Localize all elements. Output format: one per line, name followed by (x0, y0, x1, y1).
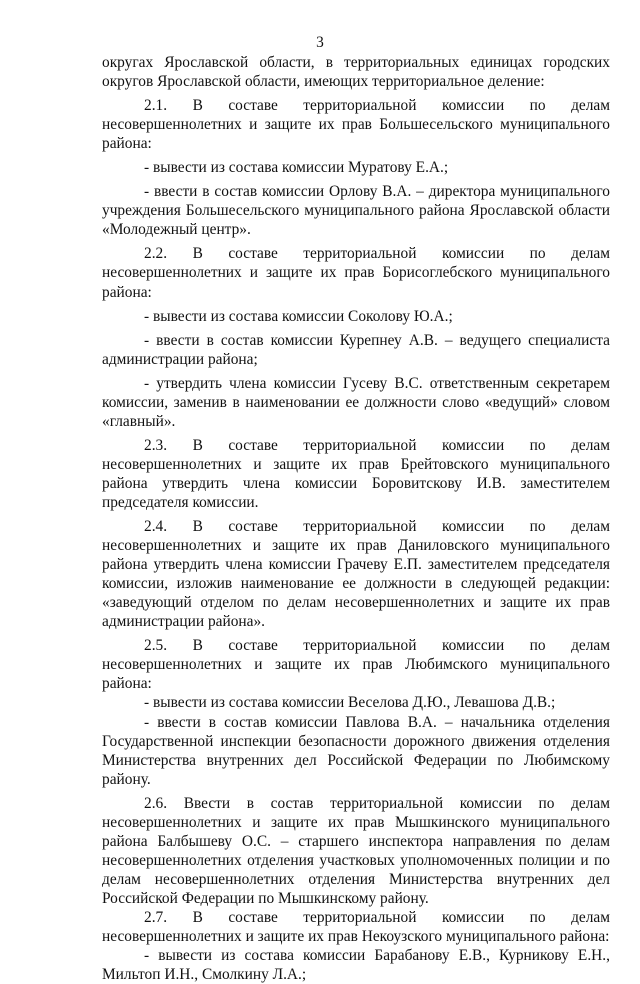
page-number: 3 (316, 34, 324, 51)
paragraph-2-4: 2.4. В составе территориальной комиссии по делам несовершеннолетних и защите их прав Даниловского муниципального района утвердить члена комиссии Грачеву Е.П. заместителем председателя комиссии, изложив наименование ее должности в следующей редакции: «заведующий отделом по делам несовершеннолетних и защите их прав администрации района». (102, 518, 610, 631)
paragraph-2-3: 2.3. В составе территориальной комиссии по делам несовершеннолетних и защите их прав Брейтовского муниципального района утвердить члена комиссии Боровитскову И.В. заместителем председателя комиссии. (102, 436, 610, 511)
paragraph-continuation: округах Ярославской области, в территориальных единицах городских округов Ярославской области, имеющих территориальное деление: (102, 54, 610, 91)
list-item-add: - ввести в состав комиссии Павлова В.А. – начальника отделения Государственной инспекции безопасности дорожного движения отделения Министерства внутренних дел Российской Федерации по Любимскому району. (102, 713, 610, 788)
list-item-add: - ввести в состав комиссии Орлову В.А. – директора муниципального учреждения Большесельского муниципального района Ярославской области «Молодежный центр». (102, 183, 610, 239)
paragraph-2-7: 2.7. В составе территориальной комиссии по делам несовершеннолетних и защите их прав Некоузского муниципального района: (102, 908, 610, 946)
list-item-remove: - вывести из состава комиссии Барабанову Е.В., Курникову Е.Н., Мильтоп И.Н., Смолкину Л.А.; (102, 947, 610, 984)
list-item-remove: - вывести из состава комиссии Веселова Д.Ю., Левашова Д.В.; (144, 694, 556, 712)
paragraph-2-6: 2.6. Ввести в состав территориальной комиссии по делам несовершеннолетних и защите их прав Мышкинского муниципального района Балбышеву О.С. – старшего инспектора направления по делам несовершеннолетних отделения участковых уполномоченных полиции и по делам несовершеннолетних отделения Министерства внутренних дел Российской Федерации по Мышкинскому району. (102, 794, 610, 907)
list-item-approve: - утвердить члена комиссии Гусеву В.С. ответственным секретарем комиссии, заменив в наименовании ее должности слово «ведущий» словом «главный». (102, 374, 610, 430)
list-item-remove: - вывести из состава комиссии Соколову Ю.А.; (144, 307, 453, 325)
paragraph-2-5: 2.5. В составе территориальной комиссии по делам несовершеннолетних и защите их прав Любимского муниципального района: (102, 637, 610, 693)
list-item-add: - ввести в состав комиссии Курепнеу А.В. – ведущего специалиста администрации района; (102, 331, 610, 368)
list-item-remove: - вывести из состава комиссии Муратову Е.А.; (144, 159, 449, 177)
paragraph-2-1: 2.1. В составе территориальной комиссии по делам несовершеннолетних и защите их прав Большесельского муниципального района: (102, 97, 610, 153)
paragraph-2-2: 2.2. В составе территориальной комиссии по делам несовершеннолетних и защите их прав Борисоглебского муниципального района: (102, 245, 610, 301)
document-body (102, 53, 610, 984)
